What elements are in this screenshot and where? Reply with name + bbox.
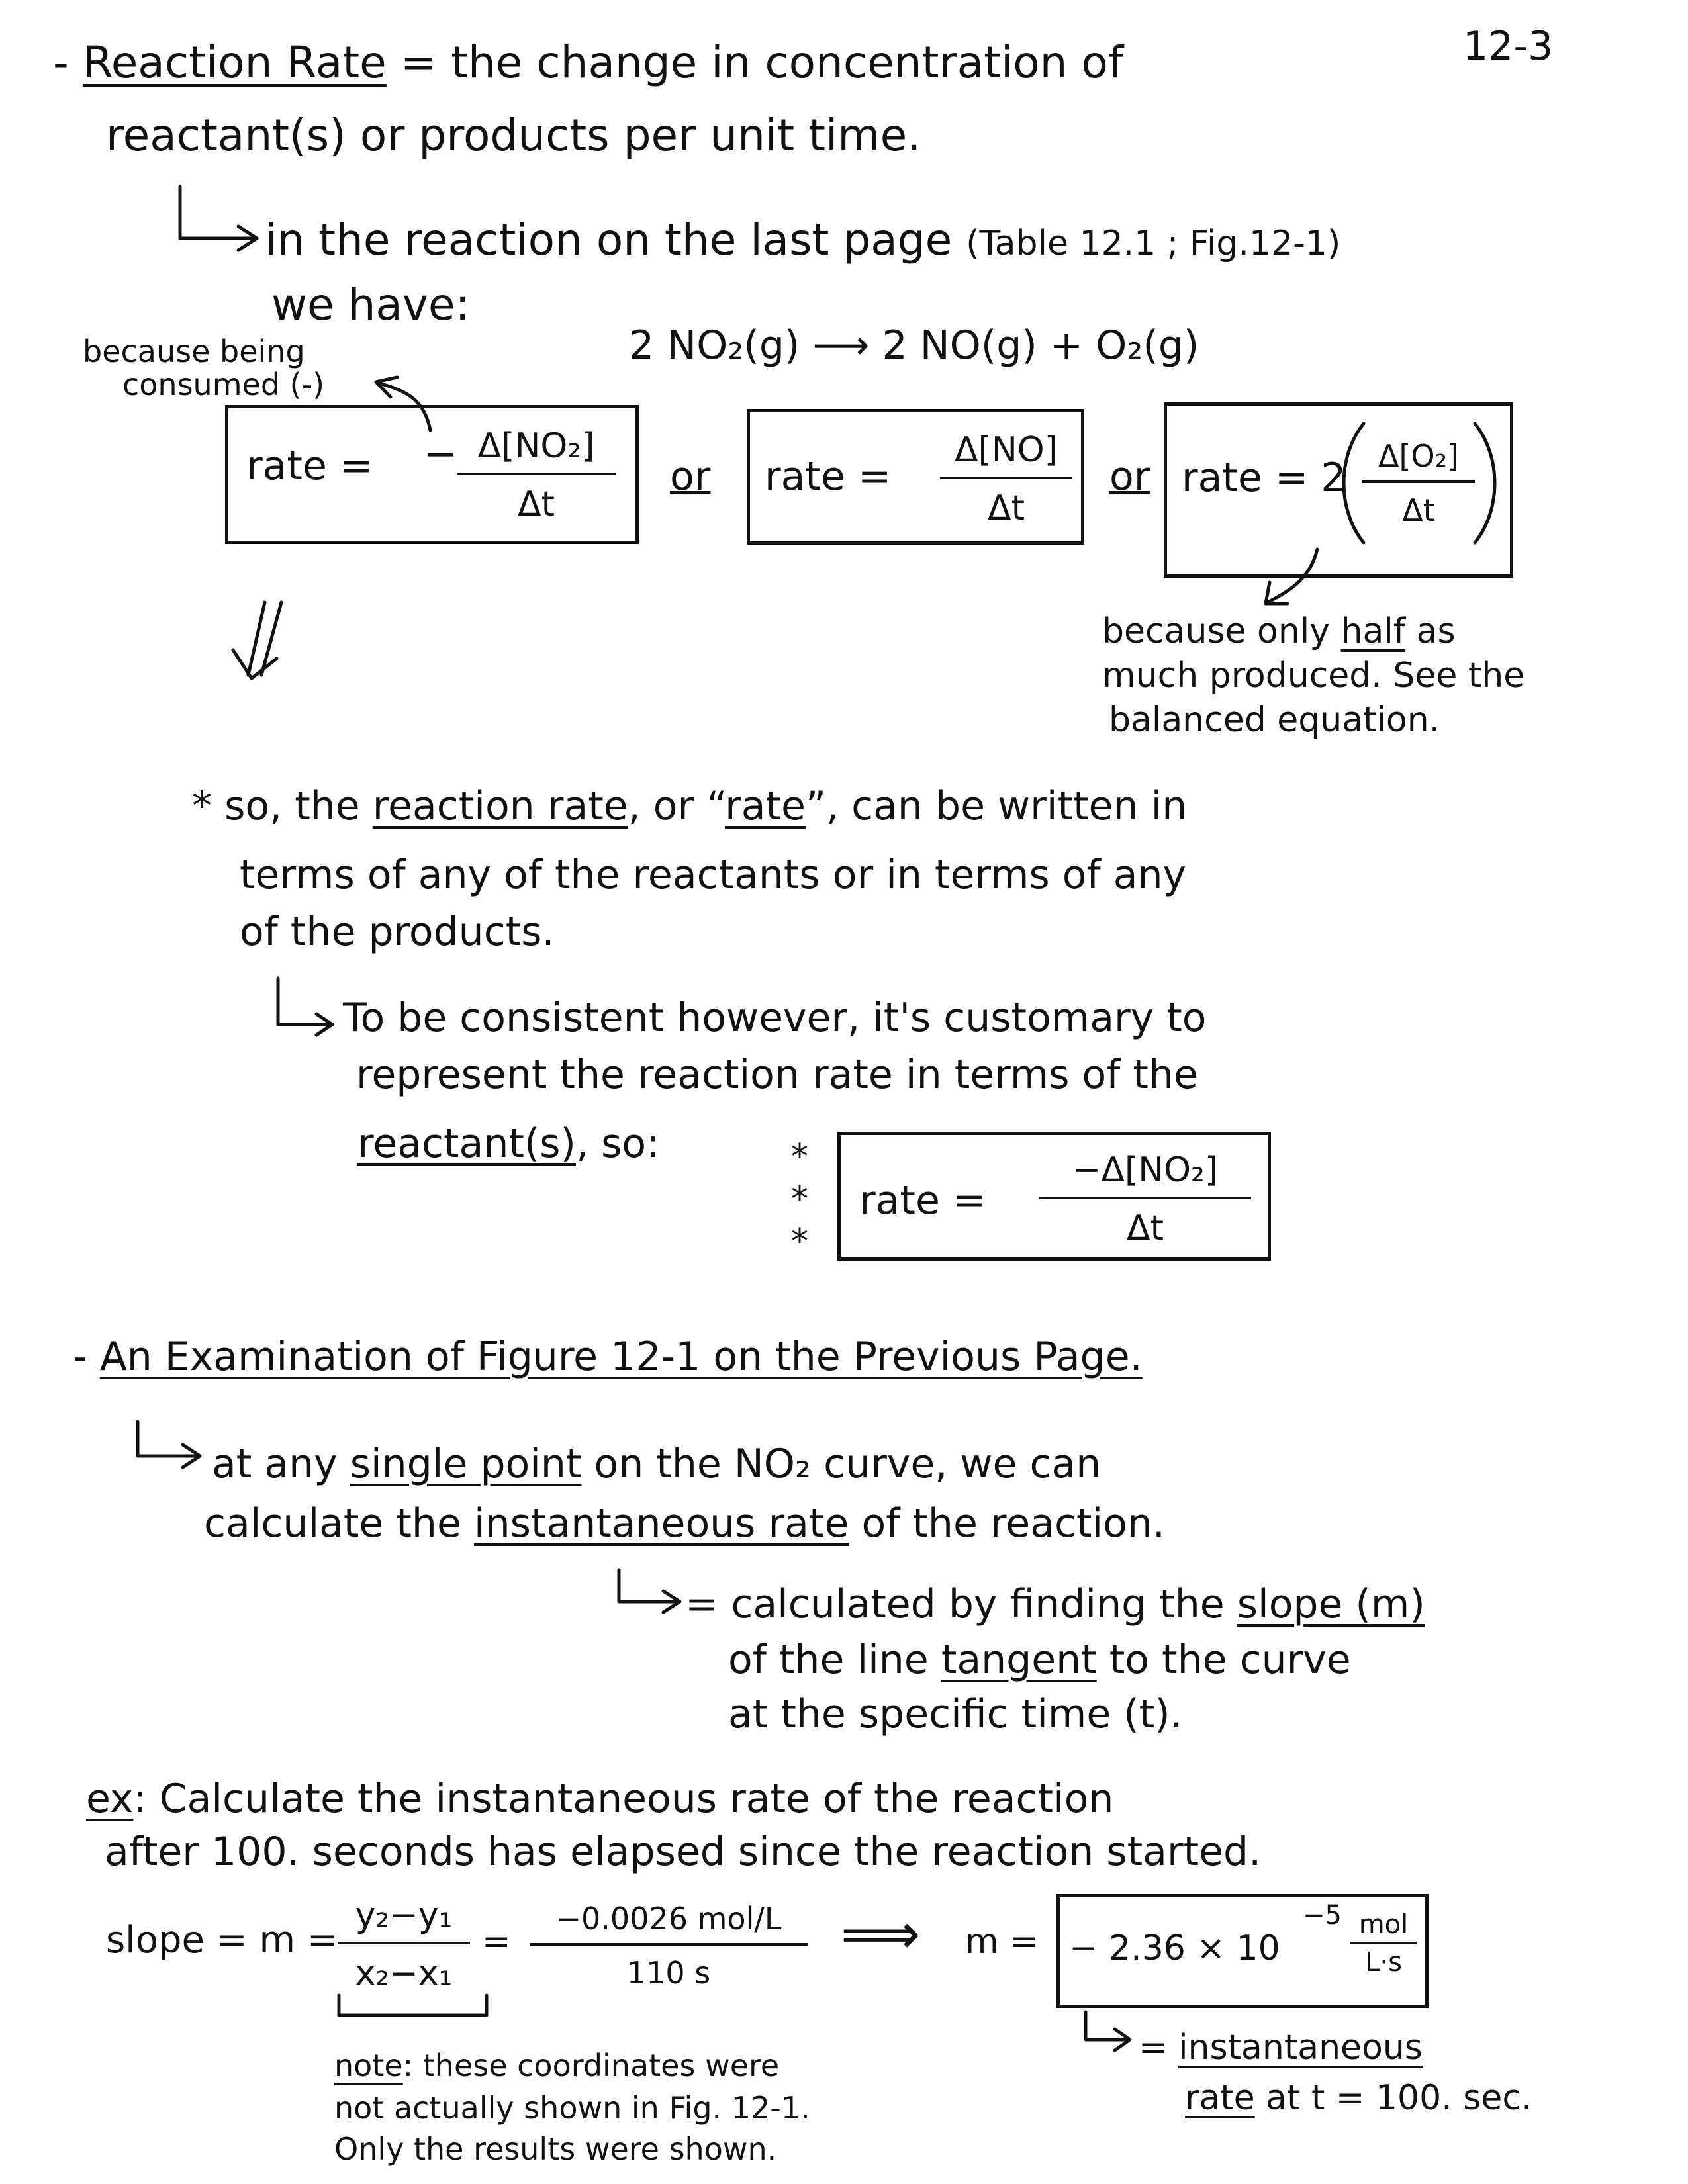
answer-value: − 2.36 × 10 <box>1069 1929 1280 1968</box>
arrowhead-icon <box>316 1014 332 1035</box>
arrowhead-icon <box>1266 582 1288 604</box>
coord-note-line-3: Only the results were shown. <box>334 2131 777 2167</box>
hook-arrow-icon <box>1086 2012 1129 2040</box>
slope-values-numerator: −0.0026 mol/L <box>555 1901 782 1936</box>
half-note-line-1 <box>1102 614 1456 649</box>
rate-fraction-2 <box>940 430 1072 528</box>
single-text-d: of the reaction. <box>861 1500 1165 1547</box>
hook-arrow-icon <box>138 1422 199 1456</box>
final-rate-denominator: Δt <box>1127 1208 1164 1248</box>
examination-dash: - <box>73 1334 87 1380</box>
final-rate-label: rate = <box>859 1177 986 1224</box>
arrowhead-icon <box>233 650 277 678</box>
slope-def-line-2 <box>728 1637 1351 1683</box>
slope-text-b: of the line <box>728 1637 929 1683</box>
single-text-a: at any <box>212 1441 338 1487</box>
summary-text-b: , or “ <box>628 783 726 829</box>
instantaneous-rate: instantaneous rate <box>473 1500 849 1547</box>
fraction-bar <box>1362 480 1475 483</box>
arrowhead-icon <box>376 377 397 397</box>
answer-exponent: −5 <box>1303 1900 1342 1931</box>
answer-unit <box>1350 1911 1417 1976</box>
summary-rate: rate <box>725 783 806 829</box>
star-2: * <box>791 1179 808 1219</box>
summary-text-c: ”, can be written in <box>805 783 1188 829</box>
fraction-bar <box>457 473 616 475</box>
single-point-line-1 <box>212 1441 1102 1487</box>
reference-line-2: we have: <box>271 279 470 330</box>
example-line-2: after 100. seconds has elapsed since the reaction started. <box>105 1829 1262 1875</box>
slope-def-line-3: at the specific time (t). <box>728 1691 1183 1737</box>
inst-note-text: at t = 100. sec. <box>1266 2078 1532 2118</box>
single-point-line-2 <box>204 1500 1165 1547</box>
inst-note-line-2 <box>1185 2078 1532 2118</box>
consumed-note-line-2: consumed (-) <box>122 367 325 402</box>
half-note-text-a: because only <box>1102 612 1331 651</box>
balanced-equation: 2 NO₂(g) ⟶ 2 NO(g) + O₂(g) <box>629 322 1199 369</box>
or-1: or <box>670 453 711 500</box>
definition-term: Reaction Rate <box>82 37 387 88</box>
definition-equals: = <box>400 37 438 88</box>
rate-numerator-1: Δ[NO₂] <box>477 426 595 466</box>
slope-formula-denominator: x₂−x₁ <box>355 1954 453 1993</box>
arrowhead-icon <box>183 1445 200 1467</box>
consumed-note-line-1: because being <box>83 334 305 369</box>
fraction-bar <box>940 477 1072 479</box>
tangent: tangent <box>941 1637 1097 1683</box>
examination-title: An Examination of Figure 12-1 on the Previous Page. <box>99 1334 1143 1380</box>
rate-denominator-1: Δt <box>518 484 555 524</box>
arrowhead-icon <box>1115 2029 1130 2050</box>
single-point: single point <box>350 1441 582 1487</box>
m-label: m = <box>965 1922 1039 1962</box>
summary-line-3: of the products. <box>240 909 555 955</box>
consistent-line-1: To be consistent however, it's customary to <box>343 995 1207 1041</box>
bracket-icon <box>339 1995 487 2015</box>
hook-arrow-icon <box>180 187 255 238</box>
summary-reaction-rate: reaction rate <box>372 783 628 829</box>
slope-m: slope (m) <box>1237 1581 1425 1627</box>
arrowhead-icon <box>663 1591 680 1612</box>
slope-equals: = <box>482 1922 511 1962</box>
inst-note-rate: rate <box>1185 2078 1255 2118</box>
half-note-line-3: balanced equation. <box>1109 700 1440 740</box>
answer-unit-denominator: L·s <box>1365 1947 1402 1978</box>
implies-arrow: ⟹ <box>841 1901 921 1966</box>
final-rate-numerator: −Δ[NO₂] <box>1072 1150 1219 1190</box>
inst-note-equals: = <box>1139 2028 1168 2068</box>
half-note-line-2: much produced. See the <box>1102 656 1525 696</box>
reference-line-1 <box>265 214 1341 265</box>
rate-numerator-3: Δ[O₂] <box>1378 438 1459 474</box>
answer-unit-numerator: mol <box>1358 1909 1409 1940</box>
star-3: * <box>791 1222 808 1261</box>
single-text-c: calculate the <box>204 1500 461 1547</box>
example-label: ex <box>86 1776 134 1822</box>
slope-formula-numerator: y₂−y₁ <box>355 1895 453 1935</box>
rate-fraction-1 <box>457 426 616 524</box>
page-number: 12-3 <box>1463 23 1554 69</box>
definition-text-1: the change in concentration of <box>451 37 1124 88</box>
star-1: * <box>791 1137 808 1177</box>
rate-label-2: rate = <box>765 453 892 500</box>
arrowhead-icon <box>238 226 257 250</box>
summary-text-a: so, the <box>224 783 360 829</box>
half-note-text-b: as <box>1416 612 1456 651</box>
summary-line-2: terms of any of the reactants or in terms of any <box>240 852 1187 898</box>
coord-note-line-1 <box>334 2050 779 2081</box>
definition-line-2: reactant(s) or products per unit time. <box>106 110 921 161</box>
fraction-bar <box>1350 1942 1417 1944</box>
rate-denominator-3: Δt <box>1402 492 1435 528</box>
inst-note-instantaneous: instantaneous <box>1178 2028 1423 2068</box>
consistent-line-3 <box>357 1120 660 1167</box>
rate-sign-1: − <box>424 431 457 477</box>
summary-star: * <box>192 783 212 829</box>
slope-values-denominator: 110 s <box>626 1955 711 1991</box>
single-text-b: on the NO₂ curve, we can <box>594 1441 1102 1487</box>
slope-text-a: = calculated by finding the <box>685 1581 1225 1627</box>
example-line-1 <box>86 1776 1114 1822</box>
slope-values <box>530 1901 808 1991</box>
rate-label-1: rate = <box>246 443 373 489</box>
double-arrow-icon <box>248 602 265 675</box>
slope-formula <box>338 1895 470 1993</box>
consistent-so: , so: <box>575 1120 660 1167</box>
reference-text: in the reaction on the last page <box>265 214 953 265</box>
coord-note-line-2: not actually shown in Fig. 12-1. <box>334 2090 810 2126</box>
coord-note-label: note <box>334 2048 403 2083</box>
rate-fraction-3 <box>1362 438 1475 528</box>
coord-note-text: : these coordinates were <box>402 2048 780 2083</box>
reference-paren: (Table 12.1 ; Fig.12-1) <box>966 224 1341 263</box>
slope-def-line-1 <box>685 1581 1425 1627</box>
inst-note-line-1 <box>1139 2028 1423 2068</box>
example-text: Calculate the instantaneous rate of the reaction <box>159 1776 1114 1822</box>
consistent-reactants: reactant(s) <box>357 1120 576 1167</box>
definition-dash: - <box>53 37 69 88</box>
fraction-bar <box>338 1942 470 1944</box>
definition-line-1 <box>53 37 1124 88</box>
fraction-bar <box>1039 1197 1251 1199</box>
slope-label: slope = m = <box>106 1919 338 1962</box>
or-2: or <box>1109 453 1150 500</box>
hook-arrow-icon <box>619 1570 679 1602</box>
slope-text-c: to the curve <box>1109 1637 1351 1683</box>
rate-numerator-2: Δ[NO] <box>955 430 1058 470</box>
summary-line-1 <box>192 783 1188 829</box>
fraction-bar <box>530 1943 808 1946</box>
final-rate-fraction <box>1039 1150 1251 1248</box>
example-colon: : <box>133 1776 147 1822</box>
rate-denominator-2: Δt <box>988 488 1025 528</box>
examination-heading <box>73 1334 1143 1380</box>
hook-arrow-icon <box>278 978 331 1024</box>
rate-label-3: rate = 2 <box>1182 455 1346 501</box>
half-note-half: half <box>1340 612 1406 651</box>
consistent-line-2: represent the reaction rate in terms of the <box>356 1052 1198 1098</box>
